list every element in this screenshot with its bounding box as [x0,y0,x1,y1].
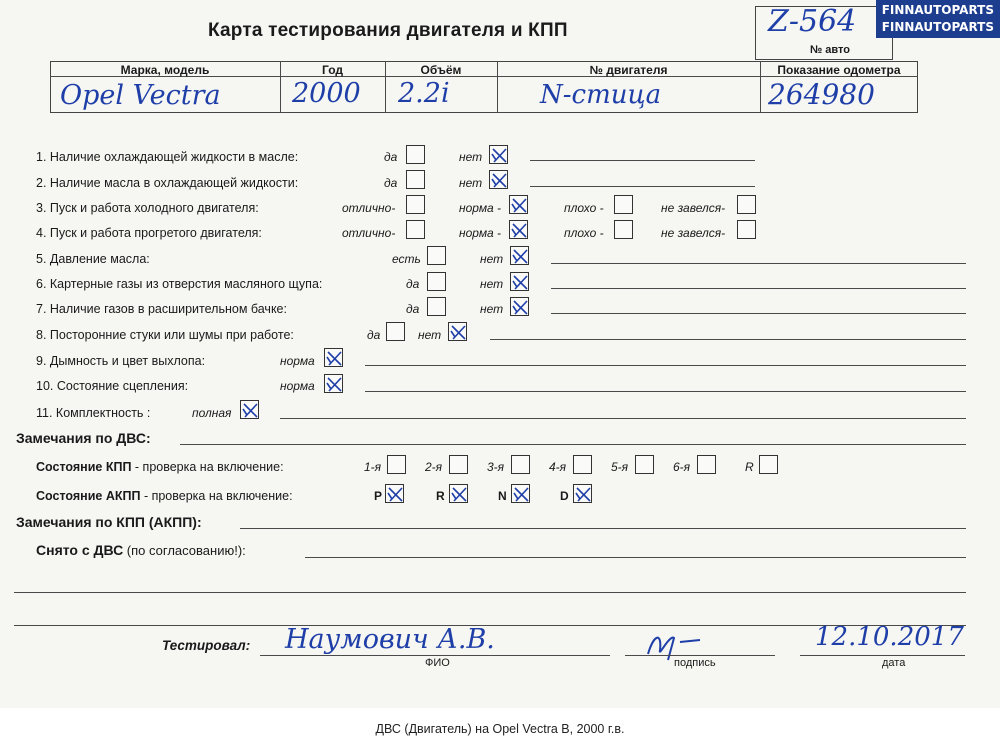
gear-p-label: P [374,489,383,503]
item-3-checkbox-3[interactable] [614,195,633,214]
item-9-label: 9. Дымность и цвет выхлопа: [36,354,206,368]
item-2-checkbox-a[interactable] [406,170,425,189]
item-7-checkbox-b[interactable] [510,297,529,316]
item-8-opt-b: нет [418,328,442,342]
item-4-checkbox-2[interactable] [509,220,528,239]
item-8-checkbox-b[interactable] [448,322,467,341]
check-mark-icon [386,485,405,504]
item-9-checkbox-a[interactable] [324,348,343,367]
item-5-label: 5. Давление масла: [36,252,150,266]
car-number-label: № авто [809,44,850,56]
item-4-checkbox-1[interactable] [406,220,425,239]
gear-d-label: D [560,489,569,503]
car-number-value: Z-564 [768,4,857,39]
item-2-opt-a: да [384,176,398,190]
item-8-checkbox-a[interactable] [386,322,405,341]
check-mark-icon [241,401,260,420]
item-10-label: 10. Состояние сцепления: [36,379,189,393]
auto-gearbox-label [36,489,293,503]
check-mark-icon [511,298,530,317]
item-6-opt-a: да [406,277,420,291]
remarks-gearbox-label: Замечания по КПП (АКПП): [16,514,202,530]
check-mark-icon [512,485,531,504]
item-1-label: 1. Наличие охлаждающей жидкости в масле: [36,150,299,164]
item-3-checkbox-4[interactable] [737,195,756,214]
value-make: Opel Vectra [60,80,221,111]
item-3-label: 3. Пуск и работа холодного двигателя: [36,201,259,215]
item-10-opt-a: норма [280,379,315,393]
header-make: Марка, модель [120,63,210,77]
gear-6-checkbox[interactable] [697,455,716,474]
gear-n-label: N [498,489,507,503]
gear-2-label: 2-я [425,460,443,474]
item-1-opt-a: да [384,150,398,164]
item-2-opt-b: нет [459,176,483,190]
value-odometer: 264980 [768,78,875,111]
item-4-opt-3: плохо - [564,226,604,240]
item-3-checkbox-1[interactable] [406,195,425,214]
gear-2-checkbox[interactable] [449,455,468,474]
gear-d-checkbox[interactable] [573,484,592,503]
item-1-checkbox-b[interactable] [489,145,508,164]
remarks-engine-label: Замечания по ДВС: [16,430,151,446]
gear-p-checkbox[interactable] [385,484,404,503]
item-3-opt-3: плохо - [564,201,604,215]
item-5-opt-a: есть [392,252,421,266]
check-mark-icon [490,146,509,165]
check-mark-icon [325,349,344,368]
tested-by-label: Тестировал: [162,638,251,653]
check-mark-icon [511,273,530,292]
image-caption: ДВС (Двигатель) на Opel Vectra B, 2000 г.в. [375,722,625,736]
watermark-line-2: FINNAUTOPARTS [881,20,994,34]
tester-name-value: Наумович А.В. [285,624,495,655]
gear-6-label: 6-я [673,460,691,474]
tester-name-label: ФИО [425,657,450,669]
gear-auto-r-label: R [436,489,445,503]
header-year: Год [322,63,343,77]
check-mark-icon [449,323,468,342]
item-4-checkbox-4[interactable] [737,220,756,239]
item-6-checkbox-a[interactable] [427,272,446,291]
gear-4-checkbox[interactable] [573,455,592,474]
form-title: Карта тестирования двигателя и КПП [208,20,568,41]
check-mark-icon [510,221,529,240]
value-engine-no: N-стица [540,80,662,110]
gear-5-label: 5-я [611,460,629,474]
item-3-checkbox-2[interactable] [509,195,528,214]
item-4-opt-1: отлично- [342,226,396,240]
manual-gearbox-label-rest: - проверка на включение: [131,460,284,474]
item-1-checkbox-a[interactable] [406,145,425,164]
header-odometer: Показание одометра [777,63,901,77]
item-6-opt-b: нет [480,277,504,291]
gear-auto-r-checkbox[interactable] [449,484,468,503]
item-8-label: 8. Посторонние стуки или шумы при работе: [36,328,294,342]
gear-5-checkbox[interactable] [635,455,654,474]
item-4-label: 4. Пуск и работа прогретого двигателя: [36,226,262,240]
item-4-opt-2: норма - [459,226,502,240]
signature-label: подпись [674,657,716,669]
removed-rest: (по согласованию!): [123,543,246,558]
check-mark-icon [511,247,530,266]
check-mark-icon [510,196,529,215]
item-9-opt-a: норма [280,354,315,368]
item-8-opt-a: да [367,328,381,342]
finnautoparts-watermark [876,0,1000,38]
item-2-checkbox-b[interactable] [489,170,508,189]
value-year: 2000 [292,78,361,109]
item-7-opt-b: нет [480,302,504,316]
item-4-checkbox-3[interactable] [614,220,633,239]
item-7-label: 7. Наличие газов в расширительном бачке: [36,302,287,316]
item-3-opt-4: не завелся- [661,201,726,215]
removed-bold: Снято с ДВС [36,542,124,558]
item-2-label: 2. Наличие масла в охлаждающей жидкости: [36,176,299,190]
gear-1-checkbox[interactable] [387,455,406,474]
check-mark-icon [450,485,469,504]
gear-n-checkbox[interactable] [511,484,530,503]
removed-from-engine-label [36,542,246,558]
item-5-checkbox-a[interactable] [427,246,446,265]
header-volume: Объём [420,63,462,77]
item-5-checkbox-b[interactable] [510,246,529,265]
header-engine-no: № двигателя [589,63,668,77]
item-11-checkbox-a[interactable] [240,400,259,419]
item-11-label: 11. Комплектность : [36,406,151,420]
manual-gearbox-label-bold: Состояние КПП [36,460,132,474]
check-mark-icon [325,375,344,394]
item-6-checkbox-b[interactable] [510,272,529,291]
date-label: дата [882,657,906,669]
check-mark-icon [574,485,593,504]
date-value: 12.10.2017 [815,622,964,652]
gear-r-checkbox[interactable] [759,455,778,474]
item-3-opt-1: отлично- [342,201,396,215]
gear-3-label: 3-я [487,460,505,474]
auto-gearbox-label-bold: Состояние АКПП [36,489,141,503]
item-10-checkbox-a[interactable] [324,374,343,393]
value-volume: 2.2i [398,78,450,109]
item-11-opt-a: полная [192,406,232,420]
gear-3-checkbox[interactable] [511,455,530,474]
watermark-line-1: FINNAUTOPARTS [881,3,994,17]
manual-gearbox-label [36,460,284,474]
item-4-opt-4: не завелся- [661,226,726,240]
item-7-opt-a: да [406,302,420,316]
item-3-opt-2: норма - [459,201,502,215]
item-1-opt-b: нет [459,150,483,164]
item-7-checkbox-a[interactable] [427,297,446,316]
item-5-opt-b: нет [480,252,504,266]
check-mark-icon [490,171,509,190]
gear-r-label: R [745,460,754,474]
gear-4-label: 4-я [549,460,567,474]
gear-1-label: 1-я [364,460,382,474]
auto-gearbox-label-rest: - проверка на включение: [140,489,293,503]
item-6-label: 6. Картерные газы из отверстия масляного щупа: [36,277,323,291]
